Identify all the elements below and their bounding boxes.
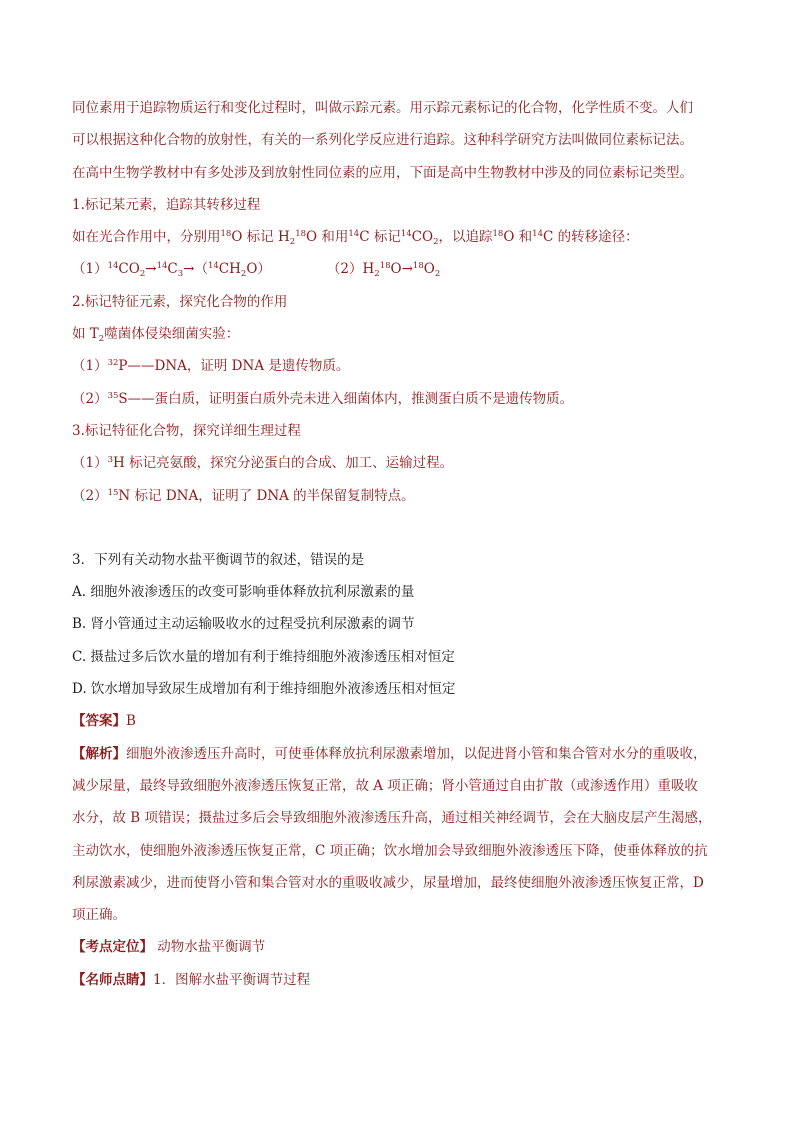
superscript: 18 <box>295 229 307 240</box>
answer-line <box>72 705 722 737</box>
superscript: 18 <box>492 229 504 240</box>
section-1-heading: 1.标记某元素，追踪其转移过程 <box>72 196 261 213</box>
question-option-d: D. 饮水增加导致尿生成增加有利于维持细胞外液渗透压相对恒定 <box>72 681 456 698</box>
superscript: 3 <box>107 455 114 466</box>
analysis-line-1 <box>72 738 722 770</box>
section-2-item-2 <box>72 383 722 415</box>
section-1-pathways <box>72 253 722 285</box>
analysis-line-5: 利尿激素减少，进而使肾小管和集合管对水的重吸收减少，尿量增加，最终使细胞外液渗透压恢复正常，D <box>72 874 704 891</box>
analysis-line-4: 主动饮水，使细胞外液渗透压恢复正常，C 项正确；饮水增加会导致细胞外液渗透压下降，使垂体释放的抗 <box>72 842 708 859</box>
document-page <box>72 92 722 996</box>
text: 噬菌体侵染细菌实验： <box>104 326 240 343</box>
superscript: 35 <box>107 390 119 401</box>
subscript: 2 <box>434 269 441 280</box>
superscript: 18 <box>412 261 424 272</box>
analysis-text: 细胞外液渗透压升高时，可使垂体释放抗利尿激素增加，以促进肾小管和集合管对水分的重吸收， <box>126 745 707 762</box>
text: C <box>167 261 178 278</box>
mingshi-tag: 【名师点睛】 <box>72 971 153 988</box>
text: O） <box>246 261 271 278</box>
superscript: 14 <box>156 261 168 272</box>
answer-value: B <box>126 713 136 730</box>
text: （1） <box>72 455 108 472</box>
mingshi-value: 1．图解水盐平衡调节过程 <box>153 971 311 988</box>
question-option-c: C. 摄盐过多后饮水量的增加有利于维持细胞外液渗透压相对恒定 <box>72 648 455 665</box>
kaodian-value: 动物水盐平衡调节 <box>153 939 266 956</box>
answer-tag: 【答案】 <box>72 713 126 730</box>
subscript: 2 <box>289 237 296 248</box>
text: O 标记 H <box>231 229 290 246</box>
question-option-a: A. 细胞外液渗透压的改变可影响垂体释放抗利尿激素的量 <box>72 584 415 601</box>
superscript: 14 <box>107 261 119 272</box>
arrow: →（ <box>183 261 208 278</box>
superscript: 14 <box>532 229 543 240</box>
intro-line-2: 可以根据这种化合物的放射性，有关的一系列化学反应进行追踪。这种科学研究方法叫做同位素标记法。 <box>72 132 693 149</box>
paragraph-gap <box>72 512 722 544</box>
text: C 的转移途径： <box>543 229 639 246</box>
text: O <box>423 261 435 278</box>
text: H 标记亮氨酸，探究分泌蛋白的合成、加工、运输过程。 <box>113 455 454 472</box>
section-2-item-1 <box>72 350 722 382</box>
superscript: 18 <box>220 229 232 240</box>
section-3-item-2 <box>72 480 722 512</box>
subscript: 3 <box>177 269 184 280</box>
superscript: 18 <box>379 261 391 272</box>
text: ，以追踪 <box>438 229 493 246</box>
text: （2） <box>72 390 108 407</box>
analysis-line-2: 减少尿量，最终导致细胞外液渗透压恢复正常，故 A 项正确；肾小管通过自由扩散（或渗透作用）重吸收 <box>72 777 698 794</box>
text: CO <box>411 229 434 246</box>
text: 如 T <box>72 326 99 343</box>
text: O→ <box>390 261 413 278</box>
text: C 标记 <box>359 229 401 246</box>
text: （2）H <box>326 261 375 278</box>
question-option-b: B. 肾小管通过主动运输吸收水的过程受抗利尿激素的调节 <box>72 616 415 633</box>
subscript: 2 <box>98 334 105 345</box>
text: （1） <box>72 261 108 278</box>
subscript: 2 <box>433 237 439 248</box>
superscript: 32 <box>107 358 119 369</box>
text: O 和用 <box>306 229 349 246</box>
superscript: 15 <box>107 487 119 498</box>
mingshi-line <box>72 964 722 996</box>
kaodian-tag: 【考点定位】 <box>72 939 153 956</box>
analysis-line-6: 项正确。 <box>72 907 126 924</box>
section-2-intro <box>72 318 722 350</box>
section-3-heading: 3.标记特征化合物，探究详细生理过程 <box>72 422 301 439</box>
text: P——DNA，证明 DNA 是遗传物质。 <box>118 358 350 375</box>
section-2-heading: 2.标记特征元素，探究化合物的作用 <box>72 293 288 310</box>
section-3-item-1 <box>72 447 722 479</box>
text: N 标记 DNA，证明了 DNA 的半保留复制特点。 <box>118 487 415 504</box>
superscript: 14 <box>348 229 360 240</box>
text: （1） <box>72 358 108 375</box>
kaodian-line <box>72 931 722 963</box>
intro-line-3: 在高中生物学教材中有多处涉及到放射性同位素的应用，下面是高中生物教材中涉及的同位素标记类型。 <box>72 164 693 181</box>
text: 如在光合作用中，分别用 <box>72 229 221 246</box>
text: （2） <box>72 487 108 504</box>
question-stem: 3．下列有关动物水盐平衡调节的叙述，错误的是 <box>72 551 365 568</box>
intro-line-1: 同位素用于追踪物质运行和变化过程时，叫做示踪元素。用示踪元素标记的化合物，化学性质不变。人们 <box>72 100 693 116</box>
subscript: 2 <box>240 269 247 280</box>
subscript: 2 <box>139 269 146 280</box>
analysis-line-3: 水分，故 B 项错误；摄盐过多后会导致细胞外液渗透压升高，通过相关神经调节，会在大脑皮层产生渴感， <box>72 810 712 827</box>
text: CH <box>218 261 241 278</box>
subscript: 2 <box>374 269 380 280</box>
superscript: 14 <box>207 261 219 272</box>
arrow: → <box>145 261 157 278</box>
text: S——蛋白质，证明蛋白质外壳未进入细菌体内，推测蛋白质不是遗传物质。 <box>118 390 574 407</box>
section-1-description <box>72 221 722 253</box>
text: CO <box>118 261 140 278</box>
analysis-tag: 【解析】 <box>72 745 126 762</box>
superscript: 14 <box>400 229 412 240</box>
text: O 和 <box>503 229 533 246</box>
